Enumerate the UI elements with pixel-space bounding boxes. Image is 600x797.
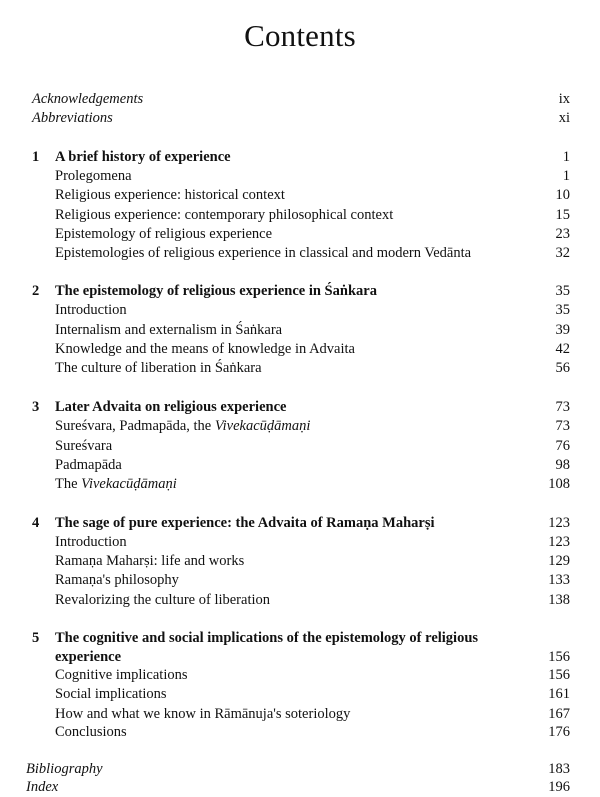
chapter-title: Later Advaita on religious experience — [55, 399, 287, 415]
toc-chapter-1[interactable] — [0, 147, 600, 167]
section-label: Conclusions — [55, 724, 127, 740]
section-label — [55, 474, 177, 494]
toc-entry-index[interactable] — [0, 777, 600, 797]
section-label: Cognitive implications — [55, 667, 188, 683]
section-label — [55, 416, 310, 436]
entry-page: 196 — [548, 779, 570, 795]
section-label: Introduction — [55, 302, 127, 318]
toc-section[interactable] — [0, 455, 600, 475]
section-label-italic: Vivekacūḍāmaṇi — [81, 476, 177, 492]
entry-label: Acknowledgements — [32, 91, 144, 107]
toc-section[interactable] — [0, 358, 600, 378]
chapter-number: 3 — [32, 399, 40, 415]
entry-label: Index — [26, 779, 59, 795]
section-label: Introduction — [55, 534, 127, 550]
entry-page: 35 — [555, 283, 570, 299]
section-label: The culture of liberation in Śaṅkara — [55, 360, 262, 376]
toc-section[interactable] — [0, 300, 600, 320]
section-label: Social implications — [55, 686, 167, 702]
entry-page: 73 — [555, 418, 570, 434]
toc-section[interactable] — [0, 590, 600, 610]
entry-page: 129 — [548, 553, 570, 569]
entry-label: Abbreviations — [32, 110, 113, 126]
section-label: Religious experience: contemporary philosophical context — [55, 207, 394, 223]
section-label-italic: Vivekacūḍāmaṇi — [214, 418, 311, 434]
chapter-title-line-2: experience — [55, 649, 122, 665]
toc-section[interactable] — [0, 722, 600, 742]
toc-section[interactable] — [0, 224, 600, 244]
section-label: Knowledge and the means of knowledge in Advaita — [55, 341, 355, 357]
section-label-prefix: The — [55, 476, 82, 492]
chapter-number: 4 — [32, 515, 40, 531]
toc-section[interactable] — [0, 166, 600, 186]
chapter-number: 1 — [32, 149, 40, 165]
entry-page: 1 — [562, 168, 570, 184]
toc-entry-abbreviations[interactable] — [0, 108, 600, 128]
entry-page: 167 — [548, 706, 570, 722]
toc-chapter-2[interactable] — [0, 281, 600, 301]
section-label: Religious experience: historical context — [55, 187, 285, 203]
toc-section[interactable] — [0, 243, 600, 263]
entry-page: 39 — [555, 322, 570, 338]
section-label: Ramaṇa's philosophy — [55, 572, 179, 588]
entry-page: 156 — [548, 667, 570, 683]
entry-page: 1 — [562, 149, 570, 165]
section-label: Epistemology of religious experience — [55, 226, 273, 242]
section-label: Internalism and externalism in Śaṅkara — [55, 322, 283, 338]
toc-section[interactable] — [0, 532, 600, 552]
entry-page: 76 — [555, 438, 570, 454]
entry-page: 123 — [548, 515, 570, 531]
chapter-number: 5 — [32, 630, 40, 646]
toc-section[interactable] — [0, 416, 600, 436]
section-label: Ramaṇa Maharṣi: life and works — [55, 553, 245, 569]
entry-page: 56 — [555, 360, 570, 376]
entry-page: xi — [558, 110, 570, 126]
section-label: Epistemologies of religious experience in classical and modern Vedānta — [55, 245, 472, 261]
section-label: Revalorizing the culture of liberation — [55, 592, 271, 608]
entry-page: 138 — [548, 592, 570, 608]
page-title: Contents — [244, 18, 356, 53]
entry-page: 10 — [555, 187, 570, 203]
toc-section[interactable] — [0, 205, 600, 225]
entry-page: 15 — [555, 207, 570, 223]
toc-section[interactable] — [0, 339, 600, 359]
chapter-number: 2 — [32, 283, 40, 299]
toc-entry-bibliography[interactable] — [0, 759, 600, 779]
section-label: How and what we know in Rāmānuja's soteriology — [55, 706, 351, 722]
entry-page: 176 — [548, 724, 570, 740]
entry-page: ix — [558, 91, 570, 107]
entry-page: 133 — [548, 572, 570, 588]
section-label: Padmapāda — [55, 457, 122, 473]
toc-section[interactable] — [0, 320, 600, 340]
entry-page: 35 — [555, 302, 570, 318]
toc-section[interactable] — [0, 704, 600, 724]
chapter-title: A brief history of experience — [55, 149, 231, 165]
entry-page: 156 — [548, 649, 570, 665]
entry-page: 108 — [548, 476, 570, 492]
entry-page: 123 — [548, 534, 570, 550]
section-label: Sureśvara — [55, 438, 113, 454]
entry-page: 98 — [555, 457, 570, 473]
chapter-title-line-1: The cognitive and social implications of the epistemology of religious — [55, 630, 479, 646]
toc-chapter-3[interactable] — [0, 397, 600, 417]
toc-section[interactable] — [0, 665, 600, 685]
toc-chapter-5[interactable] — [0, 628, 600, 648]
entry-page: 161 — [548, 686, 570, 702]
chapter-title: The sage of pure experience: the Advaita of Ramaṇa Maharṣi — [55, 515, 435, 531]
section-label: Prolegomena — [55, 168, 132, 184]
toc-section[interactable] — [0, 474, 600, 494]
entry-page: 32 — [555, 245, 570, 261]
toc-chapter-4[interactable] — [0, 513, 600, 533]
entry-label: Bibliography — [26, 761, 103, 777]
toc-entry-acknowledgements[interactable] — [0, 89, 600, 109]
toc-section[interactable] — [0, 570, 600, 590]
toc-section[interactable] — [0, 436, 600, 456]
entry-page: 23 — [555, 226, 570, 242]
entry-page: 42 — [555, 341, 570, 357]
entry-page: 73 — [555, 399, 570, 415]
toc-chapter-5-continued[interactable] — [0, 647, 600, 667]
entry-page: 183 — [548, 761, 570, 777]
toc-section[interactable] — [0, 684, 600, 704]
toc-section[interactable] — [0, 185, 600, 205]
chapter-title: The epistemology of religious experience in Śaṅkara — [55, 283, 377, 299]
toc-section[interactable] — [0, 551, 600, 571]
section-label-prefix: Sureśvara, Padmapāda, the — [55, 418, 215, 434]
